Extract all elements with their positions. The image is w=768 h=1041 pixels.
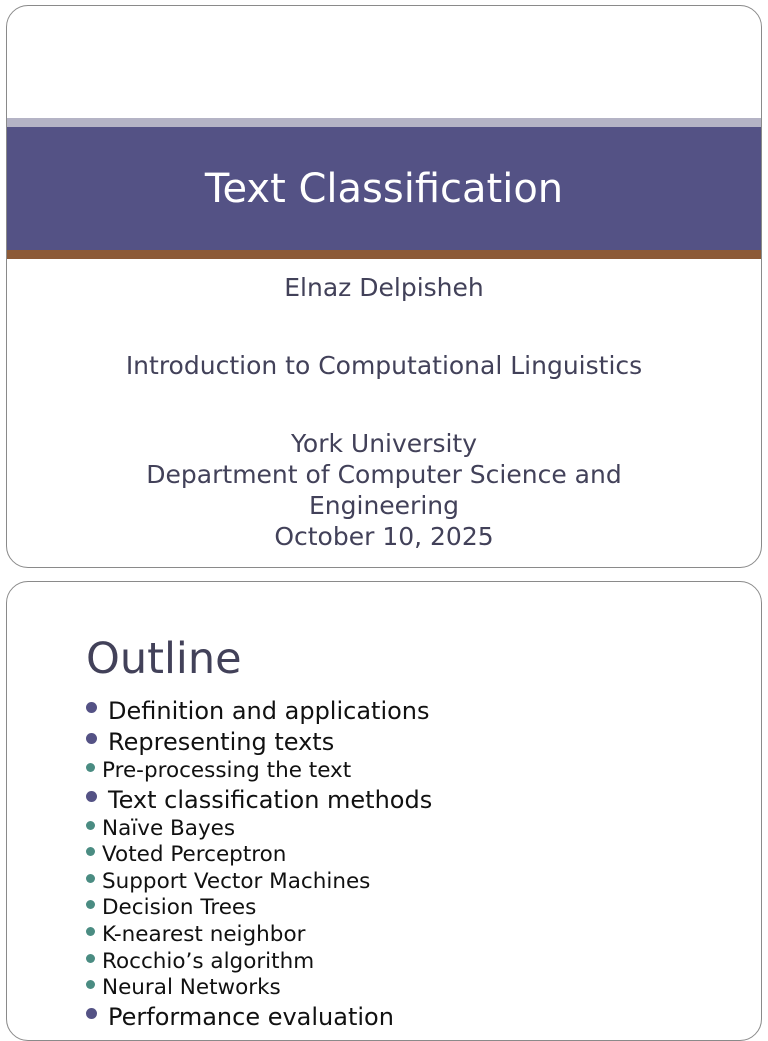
course-name: Introduction to Computational Linguistics bbox=[125, 351, 643, 380]
bullet-icon bbox=[86, 900, 95, 909]
outline-item bbox=[86, 785, 432, 816]
outline-slide bbox=[6, 581, 762, 1041]
outline-item-text: Decision Trees bbox=[102, 895, 257, 921]
department-name: Department of Computer Science and Engineering bbox=[146, 460, 622, 520]
bullet-icon bbox=[86, 874, 95, 883]
outline-item bbox=[86, 696, 432, 727]
outline-item-text: Voted Perceptron bbox=[102, 842, 287, 868]
outline-item bbox=[86, 1002, 432, 1033]
bullet-icon bbox=[86, 1008, 97, 1019]
title-band bbox=[7, 127, 761, 250]
outline-subitem bbox=[86, 816, 432, 843]
outline-subitem bbox=[86, 922, 432, 949]
presentation-title: Text Classification bbox=[204, 165, 564, 212]
bullet-icon bbox=[86, 954, 95, 963]
outline-item-text: Naïve Bayes bbox=[102, 815, 236, 841]
outline-item bbox=[86, 727, 432, 758]
bullet-icon bbox=[86, 927, 95, 936]
outline-subitem bbox=[86, 758, 432, 785]
title-slide bbox=[6, 5, 762, 568]
outline-item-text: Performance evaluation bbox=[108, 1002, 394, 1031]
bullet-icon bbox=[86, 733, 97, 744]
bullet-icon bbox=[86, 791, 97, 802]
outline-subitem bbox=[86, 869, 432, 896]
bullet-icon bbox=[86, 847, 95, 856]
outline-item-text: K-nearest neighbor bbox=[102, 921, 306, 947]
outline-subitem bbox=[86, 895, 432, 922]
bullet-icon bbox=[86, 980, 95, 989]
outline-item-text: Pre-processing the text bbox=[102, 758, 352, 783]
outline-item-text: Text classification methods bbox=[108, 785, 433, 814]
outline-item-text: Representing texts bbox=[108, 728, 335, 756]
presentation-date: October 10, 2025 bbox=[274, 522, 494, 551]
outline-item-text: Rocchio’s algorithm bbox=[102, 948, 315, 974]
author-name: Elnaz Delpisheh bbox=[284, 273, 484, 302]
bullet-icon bbox=[86, 821, 95, 830]
outline-subitem bbox=[86, 949, 432, 976]
outline-item-text: Support Vector Machines bbox=[102, 868, 371, 894]
outline-heading: Outline bbox=[86, 634, 242, 684]
title-band-bottom-stripe bbox=[7, 250, 761, 259]
university-name: York University bbox=[290, 429, 478, 458]
outline-item-text: Definition and applications bbox=[108, 697, 430, 725]
outline-subitem bbox=[86, 975, 432, 1002]
bullet-icon bbox=[86, 702, 97, 713]
outline-subitem bbox=[86, 842, 432, 869]
bullet-icon bbox=[86, 763, 95, 772]
outline-list bbox=[86, 696, 432, 1033]
subtitle-block bbox=[7, 272, 761, 552]
title-band-top-stripe bbox=[7, 118, 761, 127]
outline-item-text: Neural Networks bbox=[102, 975, 281, 1001]
